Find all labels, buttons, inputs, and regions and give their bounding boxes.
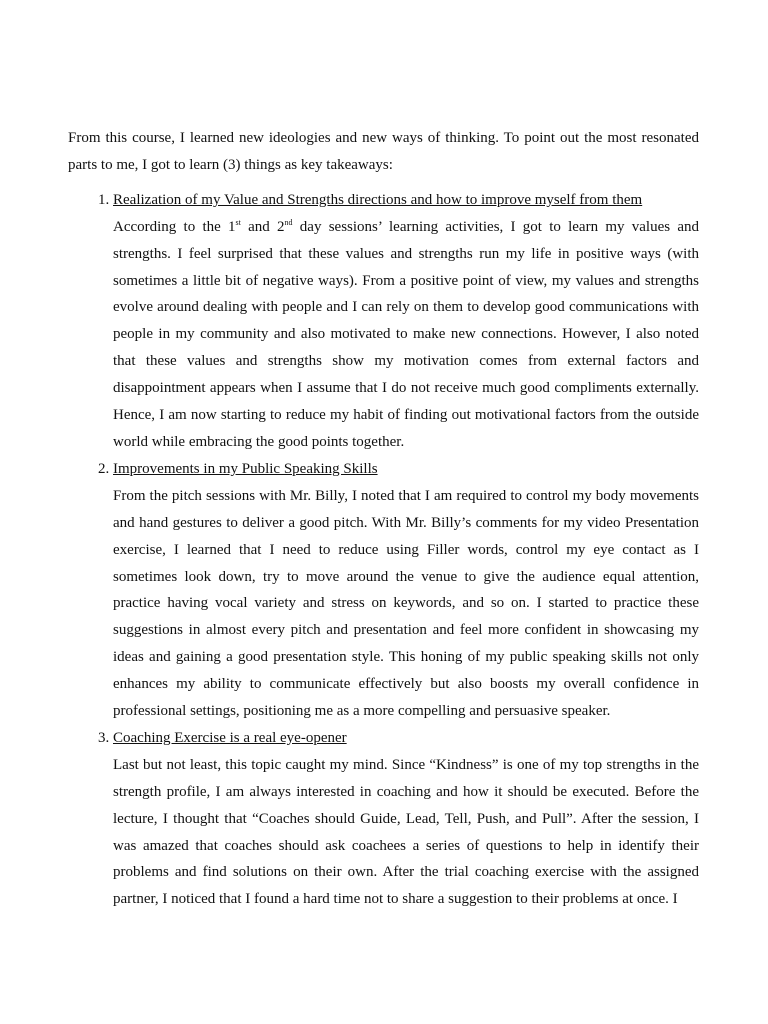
- list-item: [113, 725, 699, 913]
- paragraph-text: According to the 1: [113, 218, 236, 235]
- ordinal-suffix: nd: [284, 217, 293, 227]
- takeaway-heading: 2. Improvements in my Public Speaking Skills: [113, 460, 378, 477]
- ordinal-suffix: st: [235, 217, 241, 227]
- list-item: [113, 456, 699, 725]
- takeaway-paragraph: [113, 214, 699, 456]
- list-item: [113, 187, 699, 456]
- takeaway-heading: 1. Realization of my Value and Strengths directions and how to improve myself from them: [113, 191, 643, 208]
- takeaways-list: [68, 187, 699, 913]
- intro-paragraph: From this course, I learned new ideologies and new ways of thinking. To point out the most resonated parts to me, I got to learn (3) things as key takeaways:: [68, 130, 699, 173]
- paragraph-text: day sessions’ learning activities, I got to learn my values and strengths. I feel surprised that these values and strengths run my life in positive ways (with sometimes a little bit of negative ways). From a positive point of view, my values and strengths evolve around dealing with people and I can rely on them to develop good communications with people in my community and also motivated to make new connections. However, I also noted that these values and strengths show my motivation comes from external factors and disappointment appears when I assume that I do not receive much good compliments externally. Hence, I am now starting to reduce my habit of finding out motivational factors from the outside world while embracing the good points together.: [113, 218, 699, 450]
- paragraph-text: and 2: [240, 218, 285, 235]
- document-body: [68, 125, 699, 913]
- takeaway-paragraph: From the pitch sessions with Mr. Billy, I noted that I am required to control my body movements and hand gestures to deliver a good pitch. With Mr. Billy’s comments for my video Presentation exercise, I learned that I need to reduce using Filler words, control my eye contact as I sometimes look down, try to move around the venue to give the audience equal attention, practice having vocal variety and stress on keywords, and so on. I started to practice these suggestions in almost every pitch and presentation and feel more confident in showcasing my ideas and gaining a good presentation style. This honing of my public speaking skills not only enhances my ability to communicate effectively but also boosts my overall confidence in professional settings, positioning me as a more compelling and persuasive speaker.: [113, 487, 699, 720]
- takeaway-paragraph: Last but not least, this topic caught my mind. Since “Kindness” is one of my top strengths in the strength profile, I am always interested in coaching and how it should be executed. Before the lecture, I thought that “Coaches should Guide, Lead, Tell, Push, and Pull”. After the session, I was amazed that coaches should ask coachees a series of questions to help in identify their problems and find solutions on their own. After the trial coaching exercise with the assigned partner, I noticed that I found a hard time not to share a suggestion to their problems at once. I: [113, 756, 699, 908]
- takeaway-heading: 3. Coaching Exercise is a real eye-opener: [113, 729, 347, 746]
